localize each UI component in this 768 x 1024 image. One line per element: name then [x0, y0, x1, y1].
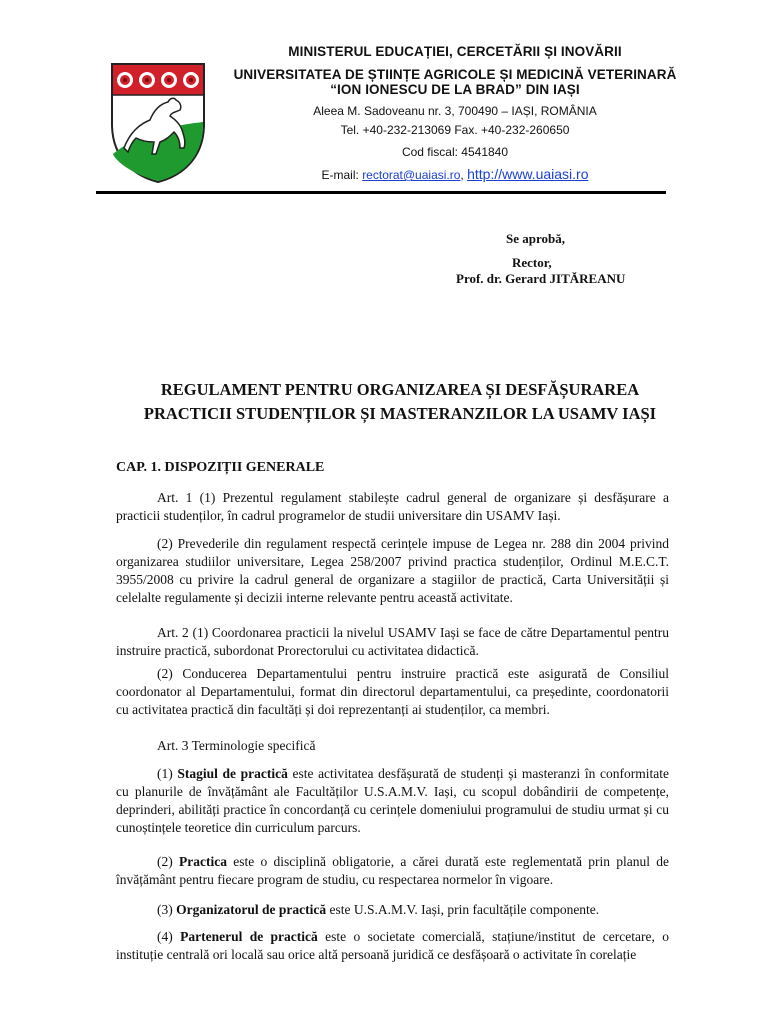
- paragraph-art3-4: [116, 928, 669, 964]
- rector-label: Rector,: [512, 255, 552, 270]
- paragraph-art1-1: Art. 1 (1) Prezentul regulament stabilește cadrul general de organizare și desfășurare a practicii studenților, în cadrul programelor de studii universitare din USAMV Iași.: [116, 490, 669, 523]
- defined-term: Partenerul de practică: [180, 929, 318, 944]
- header-divider: [96, 191, 666, 194]
- defined-term: Stagiul de practică: [177, 766, 288, 781]
- paragraph-text: este U.S.A.M.V. Iași, prin facultățile componente.: [326, 902, 600, 917]
- website-link[interactable]: http://www.uaiasi.ro: [467, 166, 589, 182]
- paragraph-art3-2: [116, 853, 669, 889]
- fiscal-code: Cod fiscal: 4541840: [401, 145, 509, 159]
- separator: ,: [460, 168, 468, 182]
- paragraph-art3-heading: Art. 3 Terminologie specifică: [157, 738, 316, 753]
- email-link[interactable]: rectorat@uaiasi.ro: [362, 168, 461, 182]
- paragraph-text: este o disciplină obligatorie, a cărei durată este reglementată prin planul de învățământ pentru fiecare program de studiu, cu respectarea normelor în vigoare.: [116, 854, 669, 887]
- email-label: E-mail:: [321, 168, 363, 182]
- rector-name: Prof. dr. Gerard JITĂREANU: [456, 271, 626, 286]
- paragraph-art3-3: [116, 901, 669, 919]
- defined-term: Practica: [179, 854, 227, 869]
- paragraph-number: (1): [157, 766, 178, 781]
- contact-line: [215, 166, 695, 182]
- paragraph-art1-2: (2) Prevederile din regulament respectă cerințele impuse de Legea nr. 288 din 2004 privind organizarea studiilor universitare, Legea 258/2007 privind practica studenților, Ordinul M.E.C.T. 3955/2008 cu privire la cadrul general de organizare a stagiilor de practică, Carta Universității și celelalte regulamente și decizii interne relevante pentru această activitate.: [116, 536, 669, 605]
- university-crest-logo: [110, 62, 206, 184]
- document-title-line1: REGULAMENT PENTRU ORGANIZAREA ȘI DESFĂȘURAREA: [160, 380, 640, 399]
- paragraph-art2-2: (2) Conducerea Departamentului pentru instruire practică este asigurată de Consiliul coordonator al Departamentului, format din directorul departamentului, ca președinte, coordonatorii cu activitatea practică din facultăți și doi reprezentanți ai studenților, ca membri.: [116, 666, 669, 717]
- chapter-heading: CAP. 1. DISPOZIȚII GENERALE: [116, 460, 325, 475]
- paragraph-number: (2): [157, 854, 179, 869]
- document-title-line2: PRACTICII STUDENȚILOR ȘI MASTERANZILOR LA USAMV IAȘI: [143, 404, 657, 423]
- paragraph-art3-1: [116, 765, 669, 837]
- defined-term: Organizatorul de practică: [176, 902, 327, 917]
- paragraph-text: este activitatea desfășurată de studenți și masteranzi în conformitate cu planurile de învățământ ale Facultăților U.S.A.M.V. Iași, cu scopul dobândirii de competențe, deprinderi, abilități practice în concordanță cu cerințele domeniului programului de studiu urmat și cu cunoștințele teoretice din curriculum parcurs.: [116, 766, 669, 835]
- university-name-line1: UNIVERSITATEA DE ȘTIINȚE AGRICOLE ȘI MEDICINĂ VETERINARĂ: [233, 67, 677, 82]
- approval-line: Se aprobă,: [506, 231, 565, 246]
- ministry-name: MINISTERUL EDUCAȚIEI, CERCETĂRII ȘI INOVĂRII: [288, 44, 622, 59]
- paragraph-number: (4): [157, 929, 181, 944]
- university-name-line2: “ION IONESCU DE LA BRAD” DIN IAȘI: [330, 82, 580, 97]
- paragraph-text: este o societate comercială, stațiune/institut de cercetare, o instituție centrală ori locală sau orice altă persoană juridică ce desfășoară o activitate în corelație: [116, 929, 669, 962]
- phone-fax: Tel. +40-232-213069 Fax. +40-232-260650: [340, 123, 570, 137]
- paragraph-art2-1: Art. 2 (1) Coordonarea practicii la nivelul USAMV Iași se face de către Departamentul pentru instruire practică, subordonat Prorectorului cu activitatea didactică.: [116, 625, 669, 658]
- address: Aleea M. Sadoveanu nr. 3, 700490 – IAȘI, ROMÂNIA: [313, 104, 597, 118]
- paragraph-number: (3): [157, 902, 177, 917]
